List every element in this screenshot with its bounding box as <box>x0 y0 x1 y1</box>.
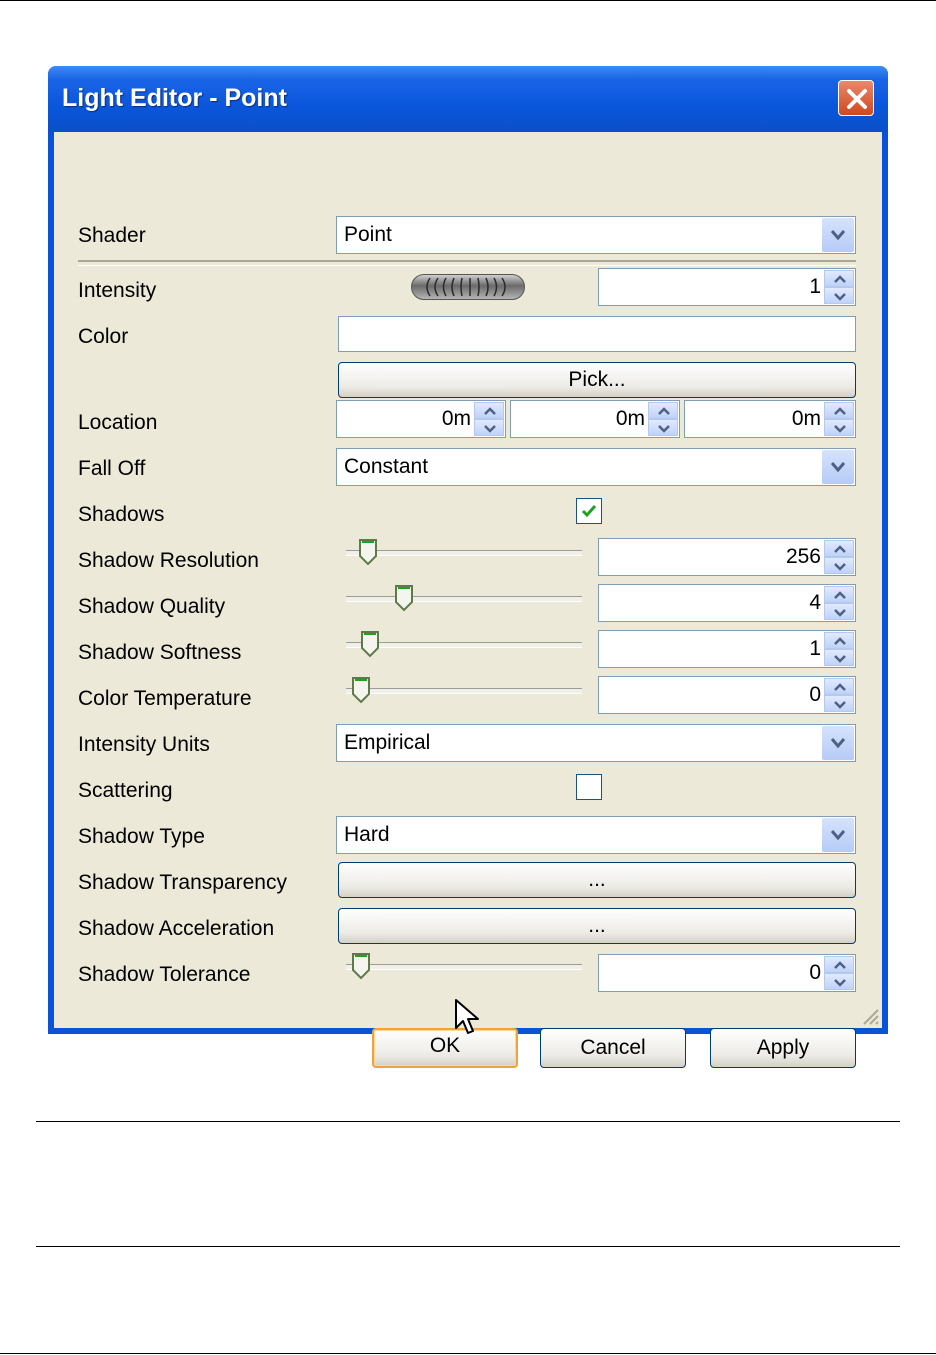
shadow-quality-value: 4 <box>809 591 821 614</box>
fall-off-label: Fall Off <box>78 457 146 480</box>
fall-off-dropdown[interactable] <box>336 448 856 486</box>
shadow-resolution-spin-down[interactable] <box>824 557 854 574</box>
location-z-spin-down[interactable] <box>824 419 854 436</box>
shader-dropdown[interactable] <box>336 216 856 254</box>
window-title: Light Editor - Point <box>62 84 287 112</box>
shadow-softness-value: 1 <box>809 637 821 660</box>
shadow-quality-slider[interactable] <box>346 582 582 616</box>
location-x-spinbox[interactable] <box>336 400 506 438</box>
color-temperature-spinbox[interactable] <box>598 676 856 714</box>
shadow-quality-spinbox[interactable] <box>598 584 856 622</box>
close-icon <box>846 88 868 110</box>
shadow-type-dropdown[interactable] <box>336 816 856 854</box>
slider-thumb[interactable] <box>350 952 372 980</box>
shadow-resolution-label: Shadow Resolution <box>78 549 259 572</box>
shadow-softness-spinbox[interactable] <box>598 630 856 668</box>
shadow-resolution-spinbox[interactable] <box>598 538 856 576</box>
shadow-tolerance-value: 0 <box>809 961 821 984</box>
shadow-softness-slider[interactable] <box>346 628 582 662</box>
title-bar[interactable] <box>48 66 888 132</box>
location-y-spin-down[interactable] <box>648 419 678 436</box>
location-x-value: 0m <box>441 407 471 430</box>
shadow-type-value: Hard <box>344 823 390 846</box>
intensity-units-value: Empirical <box>344 731 431 754</box>
color-temperature-slider[interactable] <box>346 674 582 708</box>
chevron-up-icon <box>833 545 847 554</box>
intensity-units-label: Intensity Units <box>78 733 210 756</box>
shadow-tolerance-spin-down[interactable] <box>824 973 854 990</box>
shadow-acceleration-button[interactable]: ... <box>338 908 856 944</box>
slider-thumb[interactable] <box>393 584 415 612</box>
slider-track <box>346 642 582 648</box>
intensity-units-dropdown[interactable] <box>336 724 856 762</box>
shader-value: Point <box>344 223 392 246</box>
chevron-up-icon <box>833 683 847 692</box>
cancel-button[interactable]: Cancel <box>540 1028 686 1068</box>
shadow-acceleration-label: Shadow Acceleration <box>78 917 275 940</box>
chevron-down-icon <box>830 737 846 749</box>
location-z-spin-up[interactable] <box>824 402 854 419</box>
slider-track <box>346 688 582 694</box>
shadow-softness-spin-up[interactable] <box>824 632 854 649</box>
shadow-transparency-label: Shadow Transparency <box>78 871 287 894</box>
location-z-spinbox[interactable] <box>684 400 856 438</box>
shadow-resolution-value: 256 <box>785 545 821 568</box>
chevron-down-icon <box>833 978 847 987</box>
color-temperature-label: Color Temperature <box>78 687 252 710</box>
location-z-value: 0m <box>791 407 821 430</box>
location-x-spin-down[interactable] <box>474 419 504 436</box>
chevron-down-icon <box>830 229 846 241</box>
chevron-down-icon <box>483 424 497 433</box>
scattering-label: Scattering <box>78 779 173 802</box>
shadow-quality-spin-up[interactable] <box>824 586 854 603</box>
chevron-down-icon <box>833 654 847 663</box>
dialog-client-area <box>54 132 882 1059</box>
fall-off-dropdown-arrow[interactable] <box>822 450 854 484</box>
chevron-down-icon <box>833 562 847 571</box>
fall-off-value: Constant <box>344 455 429 478</box>
location-label: Location <box>78 411 158 434</box>
top-rule <box>0 0 936 1</box>
check-icon <box>580 502 598 520</box>
chevron-down-icon <box>830 829 846 841</box>
slider-thumb[interactable] <box>357 538 379 566</box>
apply-button[interactable]: Apply <box>710 1028 856 1068</box>
intensity-jog-wheel[interactable] <box>411 274 525 300</box>
pick-color-button[interactable]: Pick... <box>338 362 856 398</box>
chevron-up-icon <box>833 407 847 416</box>
chevron-up-icon <box>833 275 847 284</box>
shadow-type-dropdown-arrow[interactable] <box>822 818 854 852</box>
shadow-tolerance-spin-up[interactable] <box>824 956 854 973</box>
intensity-units-dropdown-arrow[interactable] <box>822 726 854 760</box>
chevron-up-icon <box>833 591 847 600</box>
color-temperature-spin-down[interactable] <box>824 695 854 712</box>
light-editor-window <box>48 66 888 1059</box>
slider-thumb[interactable] <box>350 676 372 704</box>
chevron-down-icon <box>657 424 671 433</box>
shadow-resolution-slider[interactable] <box>346 536 582 570</box>
chevron-down-icon <box>833 424 847 433</box>
shader-dropdown-arrow[interactable] <box>822 218 854 252</box>
shadow-transparency-button[interactable]: ... <box>338 862 856 898</box>
chevron-down-icon <box>833 700 847 709</box>
chevron-down-icon <box>830 461 846 473</box>
shadow-tolerance-slider[interactable] <box>346 950 582 984</box>
color-temperature-spin-up[interactable] <box>824 678 854 695</box>
intensity-spin-down[interactable] <box>824 287 854 304</box>
color-label: Color <box>78 325 129 348</box>
page-rule-1 <box>36 1121 900 1122</box>
chevron-up-icon <box>657 407 671 416</box>
intensity-spinbox[interactable] <box>598 268 856 306</box>
intensity-value: 1 <box>809 275 821 298</box>
slider-track <box>346 550 582 556</box>
page-rule-3 <box>0 1353 936 1354</box>
ok-button[interactable]: OK <box>372 1028 518 1068</box>
location-y-value: 0m <box>615 407 645 430</box>
resize-grip-icon[interactable] <box>860 1006 880 1026</box>
slider-thumb[interactable] <box>359 630 381 658</box>
section-divider <box>78 260 856 266</box>
chevron-up-icon <box>833 637 847 646</box>
intensity-spin-up[interactable] <box>824 270 854 287</box>
color-temperature-value: 0 <box>809 683 821 706</box>
shadow-quality-spin-down[interactable] <box>824 603 854 620</box>
slider-track <box>346 964 582 970</box>
shader-label: Shader <box>78 224 146 247</box>
shadow-quality-label: Shadow Quality <box>78 595 226 618</box>
shadow-tolerance-spinbox[interactable] <box>598 954 856 992</box>
intensity-label: Intensity <box>78 279 157 302</box>
shadows-label: Shadows <box>78 503 165 526</box>
shadow-type-label: Shadow Type <box>78 825 205 848</box>
shadow-tolerance-label: Shadow Tolerance <box>78 963 251 986</box>
mouse-pointer-icon <box>454 998 482 1038</box>
shadows-checkbox[interactable] <box>576 498 602 524</box>
location-y-spinbox[interactable] <box>510 400 680 438</box>
shadow-resolution-spin-up[interactable] <box>824 540 854 557</box>
shadow-softness-label: Shadow Softness <box>78 641 242 664</box>
chevron-down-icon <box>833 292 847 301</box>
chevron-down-icon <box>833 608 847 617</box>
close-button[interactable] <box>838 80 874 116</box>
chevron-up-icon <box>483 407 497 416</box>
slider-track <box>346 596 582 602</box>
color-swatch[interactable] <box>338 316 856 352</box>
shadow-softness-spin-down[interactable] <box>824 649 854 666</box>
jog-wheel-ridges <box>412 275 524 299</box>
location-x-spin-up[interactable] <box>474 402 504 419</box>
location-y-spin-up[interactable] <box>648 402 678 419</box>
scattering-checkbox[interactable] <box>576 774 602 800</box>
chevron-up-icon <box>833 961 847 970</box>
page-rule-2 <box>36 1246 900 1247</box>
